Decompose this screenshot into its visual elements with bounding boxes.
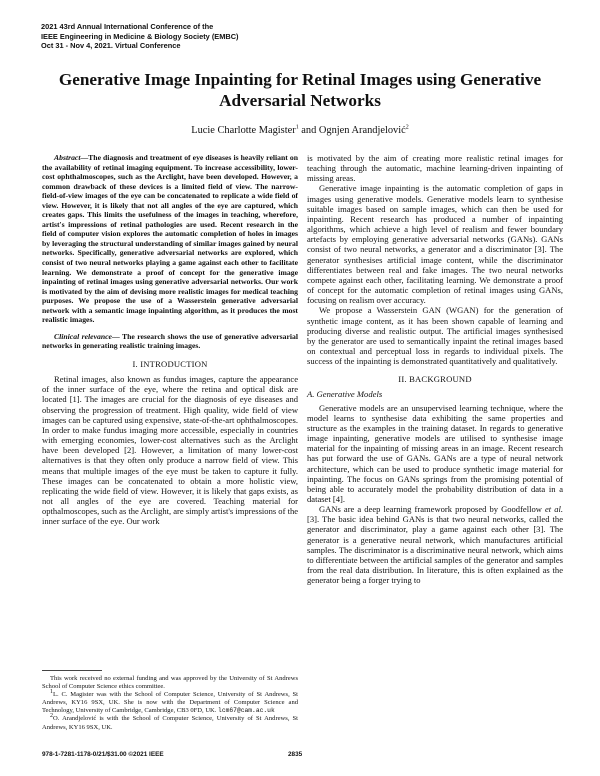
abstract-label: Abstract [54, 153, 81, 162]
footnote-author-1 [42, 691, 298, 715]
page-number: 2835 [288, 751, 303, 758]
footnote-author-2 [42, 715, 298, 731]
author-2: Ognjen Arandjelović [318, 125, 406, 136]
footnote-2-text: O. Arandjelović is with the School of Computer Science, University of St Andrews, St Andrews, KY16 9SX, UK. [42, 715, 298, 731]
footnote-rule [42, 670, 102, 671]
footnote-2-marker: 2 [50, 713, 53, 720]
section-heading-introduction: I. INTRODUCTION [132, 358, 208, 369]
paper-title [40, 69, 560, 111]
title-line-1: Generative Image Inpainting for Retinal Images using Generative [58, 70, 542, 89]
footnote-funding: This work received no external funding and was approved by the University of St Andrews School of Computer Science ethics committee. [42, 675, 298, 691]
abstract [42, 153, 298, 325]
title-line-2: Adversarial Networks [219, 91, 381, 110]
left-column [42, 153, 298, 526]
background-paragraph-2 [307, 504, 563, 585]
background-paragraph-1: Generative models are an unsupervised learning technique, where the model learns to synthesise data exhibiting the same properties and structure as the examples in the training dataset. In regards to generative image inpainting, generative models are utilised to synthesise image material for the inpainting of missing areas in an image. Recent research has put forward the use of GANs. GANs are a type of neural network architecture, which can be used to produce synthetic image material for inpainting. The focus on GANs springs from the promising potential of being able to accurately model the probability distribution of data in a dataset [4]. [307, 402, 563, 504]
author-email-link[interactable]: lcm67@cam.ac.uk [218, 707, 275, 715]
background-p2-end: [3]. The basic idea behind GANs is that two neural networks, called the generator and discriminator, play a game against each other [3]. The generator is a generative neural network, which manufactures artificial samples. The discriminator is a discriminative neural network, which aims to differentiate between the artificial samples of the generator and samples from the real data distribution. In literature, this is often explained as the generator being a forger trying to [307, 514, 563, 586]
background-p2-start: GANs are a deep learning framework proposed by Goodfellow [319, 504, 545, 515]
conference-line-1: 2021 43rd Annual International Conference of the [41, 22, 214, 31]
author-conjunction: and [298, 125, 319, 136]
conference-line-3: Oct 31 - Nov 4, 2021. Virtual Conference [41, 41, 181, 51]
footnote-1-marker: 1 [50, 689, 53, 696]
author-2-affiliation: 2 [405, 124, 409, 131]
background-p2-etal: et al. [544, 504, 564, 515]
intro-paragraph-3: We propose a Wasserstein GAN (WGAN) for the generation of synthetic image content, as it has been shown capable of learning and producing diverse and realistic output. The artificial images synthesised by the generator are used to semantically inpaint the retinal images based on contextual and perceptual loss in regards to individual pixels. The success of the inpainting is demonstrated quantitatively and qualitatively. [307, 305, 563, 367]
footnote-1-text: L. C. Magister was with the School of Computer Science, University of St Andrews, St Andrews, KY16 9SX, UK. She is now with the Department of Computer Science and Technology, University of Cambridge, Cambridge, CB3 0FD, UK. [42, 691, 298, 715]
intro-paragraph: Retinal images, also known as fundus images, capture the appearance of the inner surface of the eye, where the retina and optical disk are located [1]. The images are crucial for the diagnosis of eye diseases and observing the progression of treatment. High quality, wide field of view images can be captured using expensive, state-of-the-art ophthalmoscopes. In order to make fundus imaging more accessible, especially in countries with emerging economies, lower-cost alternatives such as the Arclight have been developed [2]. However, a limitation of many lower-cost alternatives is that they often only produce a narrow field of view. This means that multiple images of the eye must be taken to capture it fully. These images can be concatenated to obtain a more holistic view, replicating the wide field of view. However, it is likely that gaps exists, as not all angles of the eye are covered. Teaching material for opthalmoscopes, such as the Arclight, are simply artist's impressions of the inner surface of the eye. Our work [42, 374, 299, 527]
footnotes [42, 675, 298, 732]
subsection-heading-generative-models: A. Generative Models [307, 389, 383, 400]
abstract-dash: — [80, 153, 89, 162]
abstract-text: The diagnosis and treatment of eye diseases is heavily reliant on the availability of retinal imaging equipment. To increase accessibility, lower-cost ophthalmoscopes, such as the Arclight, have been developed. However, a common drawback of these devices is a limited field of view. The narrow-field-of-view images of the eye can be concatenated to replicate a wide field of view. However, it is likely that not all angles of the eye are captured, which creates gaps. This limits the usefulness of the images in teaching, wherefore, artist's impressions of retinal pathologies are used. Recent research in the field of computer vision explores the automatic completion of holes in images by leveraging the structural understanding of similar images gained by neural networks. Specifically, generative adversarial networks are explored, which consist of two neural networks playing a game against each other to facilitate learning. We demonstrate a proof of concept for the generative image inpainting of retinal images using generative adversarial networks. Our work is motivated by the aim of devising more realistic images for medical teaching purposes. We propose the use of a Wasserstein generative adversarial network with a semantic image inpainting algorithm, as it produces the most realistic images. [42, 153, 298, 325]
author-1: Lucie Charlotte Magister [191, 125, 296, 136]
clinical-label: Clinical relevance [54, 331, 112, 341]
clinical-relevance [42, 332, 298, 351]
conference-header [41, 22, 239, 51]
right-column [307, 153, 563, 585]
section-heading-background: II. BACKGROUND [398, 374, 472, 385]
author-1-affiliation: 1 [295, 124, 299, 131]
conference-line-2: IEEE Engineering in Medicine & Biology Society (EMBC) [41, 31, 239, 41]
footer-isbn: 978-1-7281-1178-0/21/$31.00 ©2021 IEEE [42, 751, 164, 758]
intro-continuation: is motivated by the aim of creating more realistic retinal images for teaching through the automatic, machine learning-driven inpainting of missing areas. [307, 153, 563, 184]
clinical-dash: — [111, 331, 122, 341]
intro-paragraph-2: Generative image inpainting is the automatic completion of gaps in images using generative models. Generative models learn to synthesise suitable images based on sample images, which can then be used for inpainting. Recent research has produced a number of inpainting algorithms, which achieve a high level of realism and fewer boundary artefacts by employing generative adversarial networks (GANs). GANs consist of two neural networks, a generator and a discriminator [3]. The generator synthesises artificial image content, while the discriminator differentiates between real and fake images. The two neural networks compete against each other, facilitating learning. We demonstrate a proof of concept for the automatic completion of retinal images using GANs, focusing on realism over accuracy. [307, 183, 563, 306]
clinical-text: The research shows the use of generative adversarial networks in generating realistic training images. [42, 331, 298, 351]
author-line [40, 125, 560, 136]
